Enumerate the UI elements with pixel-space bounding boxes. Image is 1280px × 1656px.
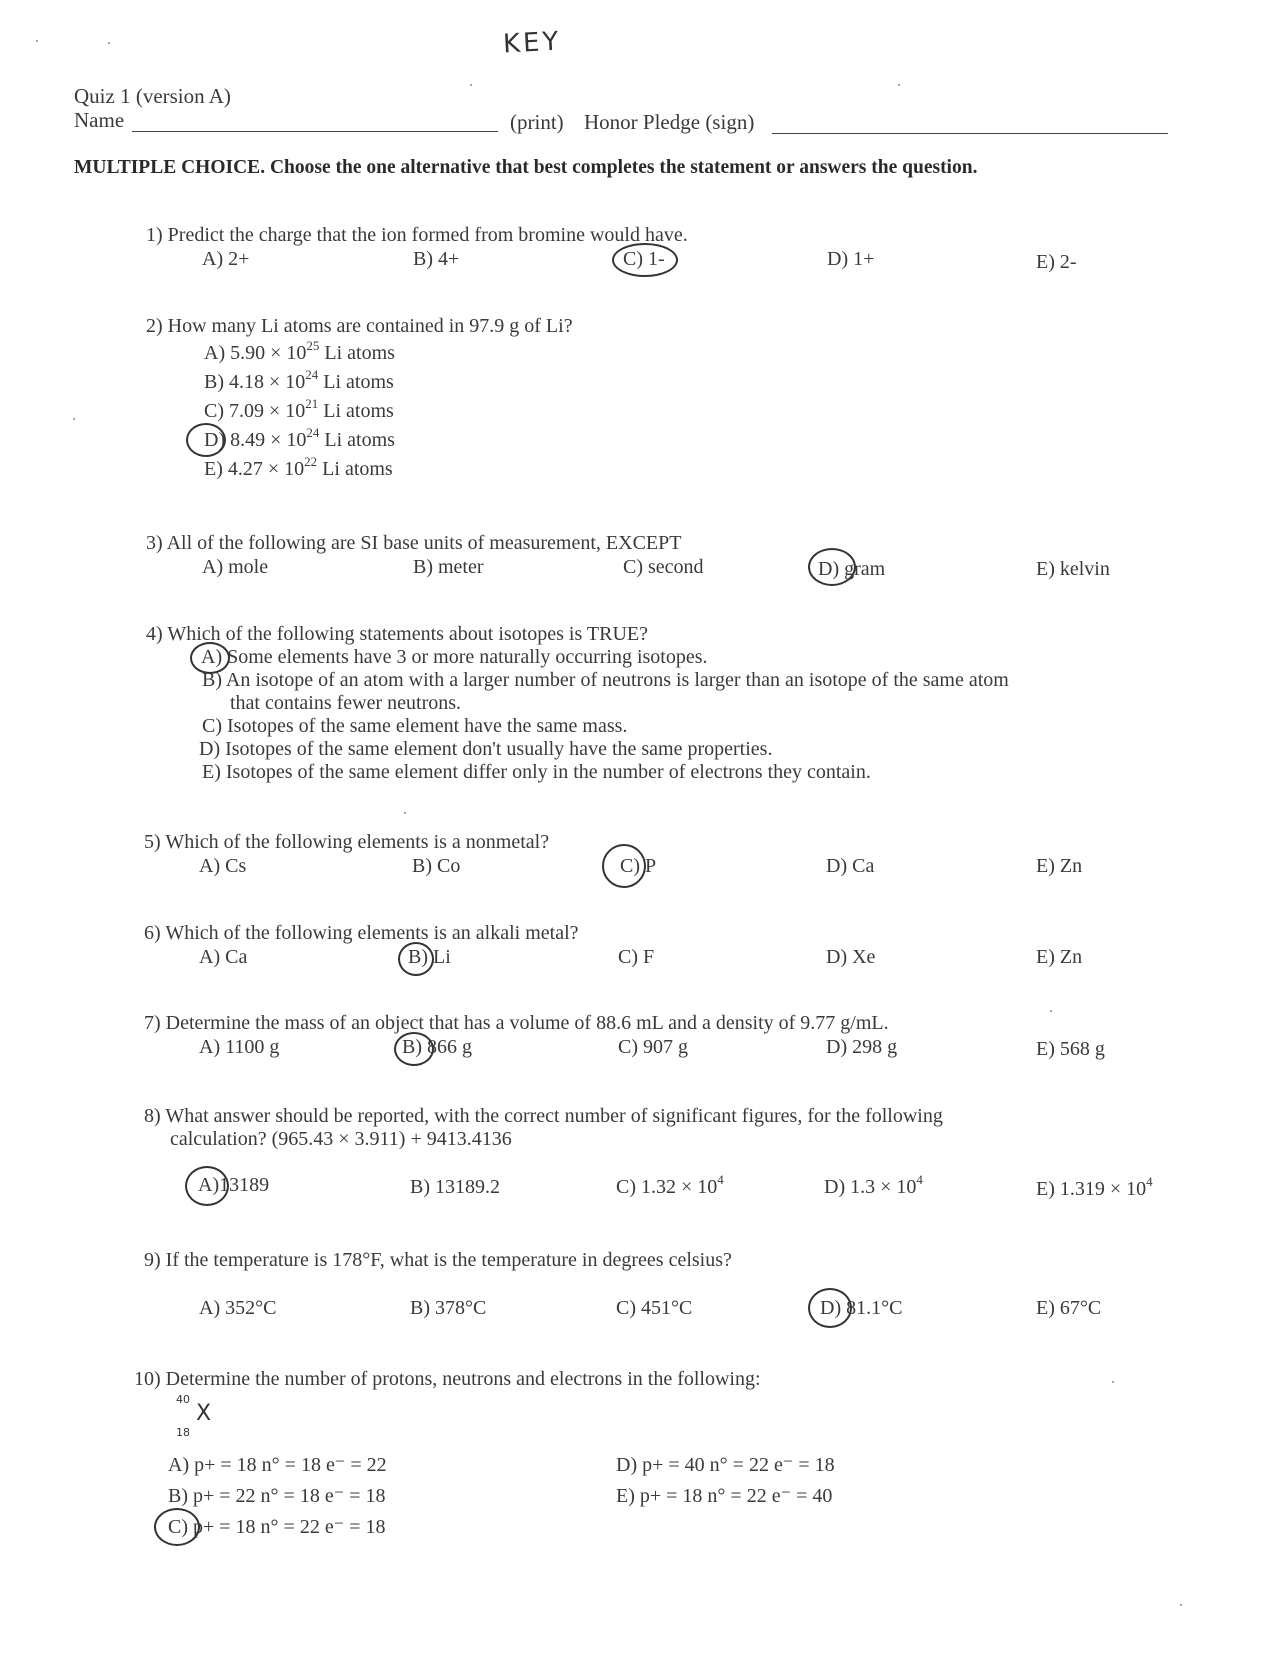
scan-speck bbox=[470, 84, 472, 86]
question-1 bbox=[146, 224, 688, 247]
option-2e[interactable]: E) $4.27 \times 10^{22}$ Li atoms bbox=[204, 454, 393, 480]
option-7b[interactable]: B) 866 g bbox=[402, 1036, 472, 1058]
option-6d[interactable]: D) Xe bbox=[826, 946, 876, 968]
quiz-title: Quiz 1 (version A) bbox=[74, 84, 231, 108]
option-6a[interactable]: A) Ca bbox=[199, 946, 248, 968]
option-3e[interactable]: E) kelvin bbox=[1036, 558, 1110, 580]
question-text: Which of the following elements is a nonmetal? bbox=[165, 831, 550, 853]
option-4d[interactable]: D) Isotopes of the same element don't usually have the same properties. bbox=[199, 738, 773, 760]
option-3d[interactable]: D) gram bbox=[818, 558, 886, 580]
option-1a[interactable]: A) 2+ bbox=[202, 248, 250, 270]
answer-circle-2 bbox=[186, 423, 226, 457]
question-text: All of the following are SI base units of measurement, EXCEPT bbox=[166, 532, 682, 554]
answer-circle-10 bbox=[154, 1508, 200, 1546]
answer-circle-1 bbox=[612, 243, 678, 277]
option-4e[interactable]: E) Isotopes of the same element differ only in the number of electrons they contain. bbox=[202, 761, 871, 783]
question-number: 5) bbox=[144, 831, 161, 853]
signature-line[interactable] bbox=[772, 133, 1168, 134]
option-7a[interactable]: A) 1100 g bbox=[199, 1036, 280, 1058]
answer-key-mark: KEY bbox=[502, 26, 563, 60]
option-6b[interactable]: B) Li bbox=[408, 946, 451, 968]
question-text: Which of the following statements about isotopes is TRUE? bbox=[167, 623, 648, 645]
option-5e[interactable]: E) Zn bbox=[1036, 855, 1083, 877]
question-number: 7) bbox=[144, 1012, 161, 1034]
question-text: Determine the number of protons, neutrons and electrons in the following: bbox=[165, 1368, 761, 1390]
scan-speck bbox=[36, 40, 38, 42]
question-text: If the temperature is 178°F, what is the temperature in degrees celsius? bbox=[165, 1249, 732, 1271]
option-10c[interactable]: C) p+ = 18 n° = 22 e⁻ = 18 bbox=[168, 1516, 386, 1538]
question-2 bbox=[146, 315, 573, 338]
question-4 bbox=[146, 623, 648, 646]
option-9c[interactable]: C) 451°C bbox=[616, 1297, 693, 1319]
option-8d[interactable]: D) $1.3 \times 10^4$ bbox=[824, 1172, 923, 1198]
scan-speck bbox=[404, 812, 406, 814]
scan-speck bbox=[1112, 1381, 1114, 1383]
option-1e[interactable]: E) 2- bbox=[1036, 251, 1077, 273]
scan-speck bbox=[108, 42, 110, 44]
option-7e[interactable]: E) 568 g bbox=[1036, 1038, 1105, 1060]
option-2a[interactable]: A) $5.90 \times 10^{25}$ Li atoms bbox=[204, 338, 395, 364]
question-number: 3) bbox=[146, 532, 163, 554]
question-text: Which of the following elements is an alkali metal? bbox=[165, 922, 579, 944]
answer-circle-6 bbox=[398, 942, 434, 976]
answer-circle-7 bbox=[394, 1032, 434, 1066]
option-3c[interactable]: C) second bbox=[623, 556, 704, 578]
option-8c[interactable]: C) $1.32 \times 10^4$ bbox=[616, 1172, 724, 1198]
answer-circle-9 bbox=[808, 1288, 852, 1328]
option-9e[interactable]: E) 67°C bbox=[1036, 1297, 1102, 1319]
question-number: 8) bbox=[144, 1105, 161, 1127]
question-number: 9) bbox=[144, 1249, 161, 1271]
option-2b[interactable]: B) $4.18 \times 10^{24}$ Li atoms bbox=[204, 367, 394, 393]
option-10e[interactable]: E) p+ = 18 n° = 22 e⁻ = 40 bbox=[616, 1485, 833, 1507]
option-8b[interactable]: B) 13189.2 bbox=[410, 1176, 500, 1198]
option-4b-continued: that contains fewer neutrons. bbox=[230, 692, 462, 714]
question-3 bbox=[146, 532, 681, 555]
answer-circle-5 bbox=[602, 844, 646, 888]
nuclide-symbol: X bbox=[196, 1401, 212, 1426]
option-8a[interactable]: A)13189 bbox=[198, 1174, 270, 1196]
scan-speck bbox=[1050, 1010, 1052, 1012]
option-9a[interactable]: A) 352°C bbox=[199, 1297, 277, 1319]
name-label: Name bbox=[74, 108, 125, 132]
question-text: How many Li atoms are contained in 97.9 g of Li? bbox=[167, 315, 573, 337]
option-6c[interactable]: C) F bbox=[618, 946, 655, 968]
option-4c[interactable]: C) Isotopes of the same element have the same mass. bbox=[202, 715, 628, 737]
option-6e[interactable]: E) Zn bbox=[1036, 946, 1083, 968]
question-5 bbox=[144, 831, 549, 854]
option-5a[interactable]: A) Cs bbox=[199, 855, 247, 877]
option-8e[interactable]: E) $1.319 \times 10^4$ bbox=[1036, 1174, 1153, 1200]
instructions: MULTIPLE CHOICE. Choose the one alternative that best completes the statement or answers the question. bbox=[74, 157, 978, 178]
question-7 bbox=[144, 1012, 889, 1035]
question-text: Determine the mass of an object that has a volume of 88.6 mL and a density of 9.77 g/mL. bbox=[165, 1012, 889, 1034]
answer-circle-3 bbox=[808, 548, 856, 586]
question-10 bbox=[134, 1368, 761, 1391]
option-10b[interactable]: B) p+ = 22 n° = 18 e⁻ = 18 bbox=[168, 1485, 386, 1507]
option-5b[interactable]: B) Co bbox=[412, 855, 461, 877]
honor-pledge-label: Honor Pledge (sign) bbox=[584, 110, 755, 134]
question-8-calculation: calculation? (965.43 × 3.911) + 9413.4136 bbox=[170, 1128, 512, 1150]
scan-speck bbox=[1180, 1604, 1182, 1606]
question-number: 2) bbox=[146, 315, 163, 337]
nuclide-mass-number: 40 bbox=[176, 1393, 190, 1406]
question-number: 1) bbox=[146, 224, 163, 246]
nuclide-atomic-number: 18 bbox=[176, 1426, 190, 1439]
scan-speck bbox=[898, 84, 900, 86]
question-9 bbox=[144, 1249, 732, 1272]
option-10d[interactable]: D) p+ = 40 n° = 22 e⁻ = 18 bbox=[616, 1454, 835, 1476]
question-text: What answer should be reported, with the correct number of significant figures, for the following bbox=[165, 1105, 943, 1127]
print-label: (print) bbox=[510, 110, 564, 134]
option-1d[interactable]: D) 1+ bbox=[827, 248, 875, 270]
option-9b[interactable]: B) 378°C bbox=[410, 1297, 487, 1319]
option-4b[interactable]: B) An isotope of an atom with a larger number of neutrons is larger than an isotope of the same atom bbox=[202, 669, 1009, 691]
option-3a[interactable]: A) mole bbox=[202, 556, 269, 578]
question-number: 6) bbox=[144, 922, 161, 944]
question-8 bbox=[144, 1105, 943, 1128]
option-2d[interactable]: D) $8.49 \times 10^{24}$ Li atoms bbox=[204, 425, 395, 451]
option-4a[interactable]: A) Some elements have 3 or more naturally occurring isotopes. bbox=[201, 646, 708, 668]
scan-speck bbox=[73, 418, 75, 420]
option-5c[interactable]: C) P bbox=[620, 855, 657, 877]
option-9d[interactable]: D) 81.1°C bbox=[820, 1297, 903, 1319]
option-2c[interactable]: C) $7.09 \times 10^{21}$ Li atoms bbox=[204, 396, 394, 422]
option-7d[interactable]: D) 298 g bbox=[826, 1036, 898, 1058]
option-5d[interactable]: D) Ca bbox=[826, 855, 875, 877]
question-text: Predict the charge that the ion formed from bromine would have. bbox=[167, 224, 688, 246]
option-3b[interactable]: B) meter bbox=[413, 556, 484, 578]
question-number: 10) bbox=[134, 1368, 161, 1390]
option-7c[interactable]: C) 907 g bbox=[618, 1036, 688, 1058]
option-1c[interactable]: C) 1- bbox=[623, 248, 665, 270]
name-line[interactable] bbox=[132, 131, 498, 132]
option-1b[interactable]: B) 4+ bbox=[413, 248, 460, 270]
answer-circle-8 bbox=[185, 1166, 229, 1206]
question-number: 4) bbox=[146, 623, 163, 645]
question-6 bbox=[144, 922, 579, 945]
option-10a[interactable]: A) p+ = 18 n° = 18 e⁻ = 22 bbox=[168, 1454, 387, 1476]
